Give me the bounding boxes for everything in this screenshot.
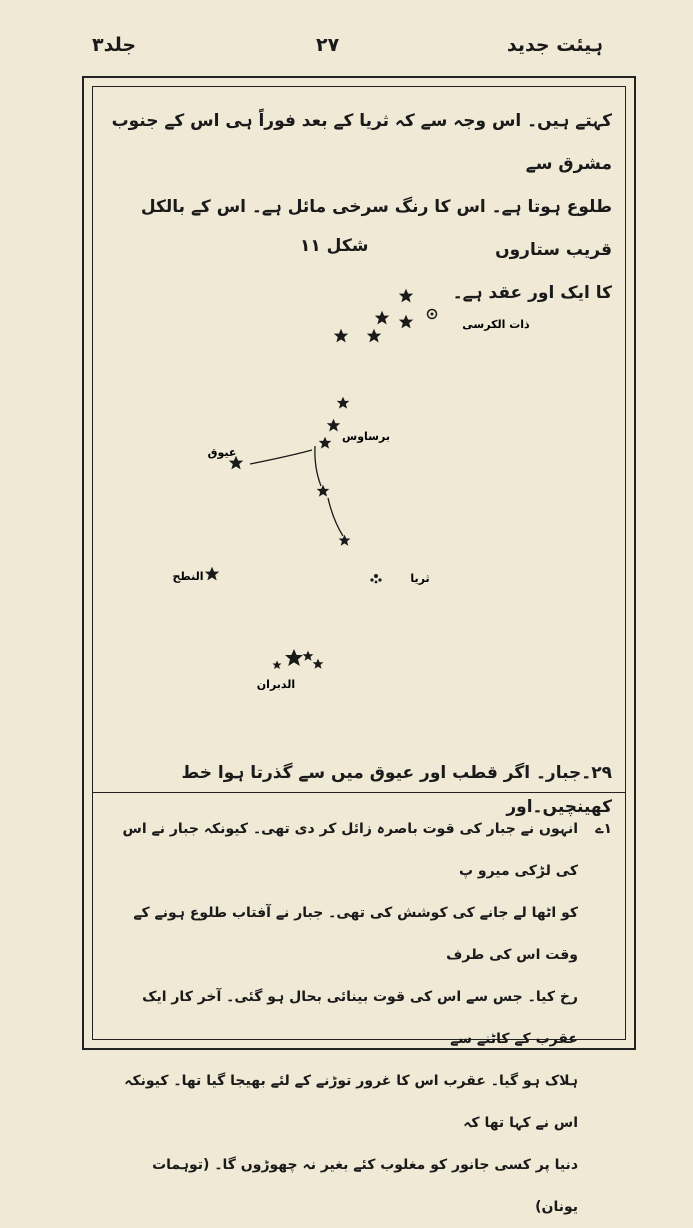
star-mark (399, 315, 413, 329)
star-mark (319, 437, 332, 449)
aldebaran-group (273, 649, 324, 669)
label-dhat-al-kursi: ذات الکرسی (462, 318, 530, 331)
intro-line: کا ایک اور عقد ہے۔ (452, 283, 612, 303)
constellation-figure (100, 228, 620, 748)
footnote-body (108, 808, 578, 1228)
footnote-line: دنیا پر کسی جانور کو مغلوب کئے بغیر نہ چھوڑوں گا۔ (توہمات یونان) (152, 1157, 578, 1215)
footnote-line: رخ کیا۔ جس سے اس کی قوت بینائی بحال ہو گئی۔ آخر کار ایک عقرب کے کاٹنے سے (142, 989, 578, 1047)
footnote-line: کو اٹھا لے جانے کی کوشش کی تھی۔ جبار نے آفتاب طلوع ہونے کے وقت اس کی طرف (133, 905, 578, 963)
star-mark (375, 311, 389, 325)
perseus-group (315, 397, 350, 546)
page-number: ۲۷ (316, 34, 340, 56)
star-mark (399, 289, 413, 303)
footnote-line: انہوں نے جبار کی قوت باصرہ زائل کر دی تھی۔ کیونکہ جبار نے اس کی لڑکی میرو پ (122, 821, 578, 879)
footnote-line: ہلاک ہو گیا۔ عقرب اس کا غرور توڑنے کے لئے بھیجا گیا تھا۔ کیونکہ اس نے کہا تھا کہ (124, 1073, 578, 1131)
running-title: ہیئت جدید (506, 34, 603, 56)
pleiades-group (370, 574, 381, 583)
label-thurayya: ثریا (410, 572, 430, 585)
label-barsawus: برساوس (342, 430, 390, 443)
footnote (108, 808, 612, 1228)
star-mark (327, 419, 341, 432)
star-mark (317, 485, 330, 497)
cassiopeia-group (334, 289, 437, 343)
star-mark (339, 535, 351, 546)
star-mark (334, 329, 348, 343)
label-ayyuq: عیوق (207, 446, 237, 459)
star-mark (313, 659, 324, 669)
star-mark (273, 661, 282, 670)
capella-line (250, 450, 312, 464)
page-header (0, 34, 693, 68)
label-aldabaran: الدبران (256, 678, 296, 691)
star-hamal (205, 567, 219, 581)
star-mark (337, 397, 350, 409)
figure-title: شکل ۱۱ (300, 236, 369, 256)
intro-line: کہتے ہیں۔ اس وجہ سے کہ ثریا کے بعد فوراً ہی اس کے جنوب مشرق سے (111, 111, 612, 174)
star-mark (367, 329, 381, 343)
item-29-line: ۲۹۔جبار۔ اگر قطب اور عیوق میں سے گذرتا ہوا خط کھینچیں۔اور (181, 763, 612, 817)
intro-line: طلوع ہوتا ہے۔ اس کا رنگ سرخی مائل ہے۔ اس کے بالکل قریب ستاروں (140, 197, 612, 260)
label-annatah: النطح (172, 570, 204, 583)
star-mark (285, 649, 303, 666)
footnote-divider (93, 792, 626, 793)
footnote-marker: ۱ے (595, 821, 612, 837)
volume-label: جلد۳ (92, 34, 137, 56)
star-mark (303, 651, 314, 661)
